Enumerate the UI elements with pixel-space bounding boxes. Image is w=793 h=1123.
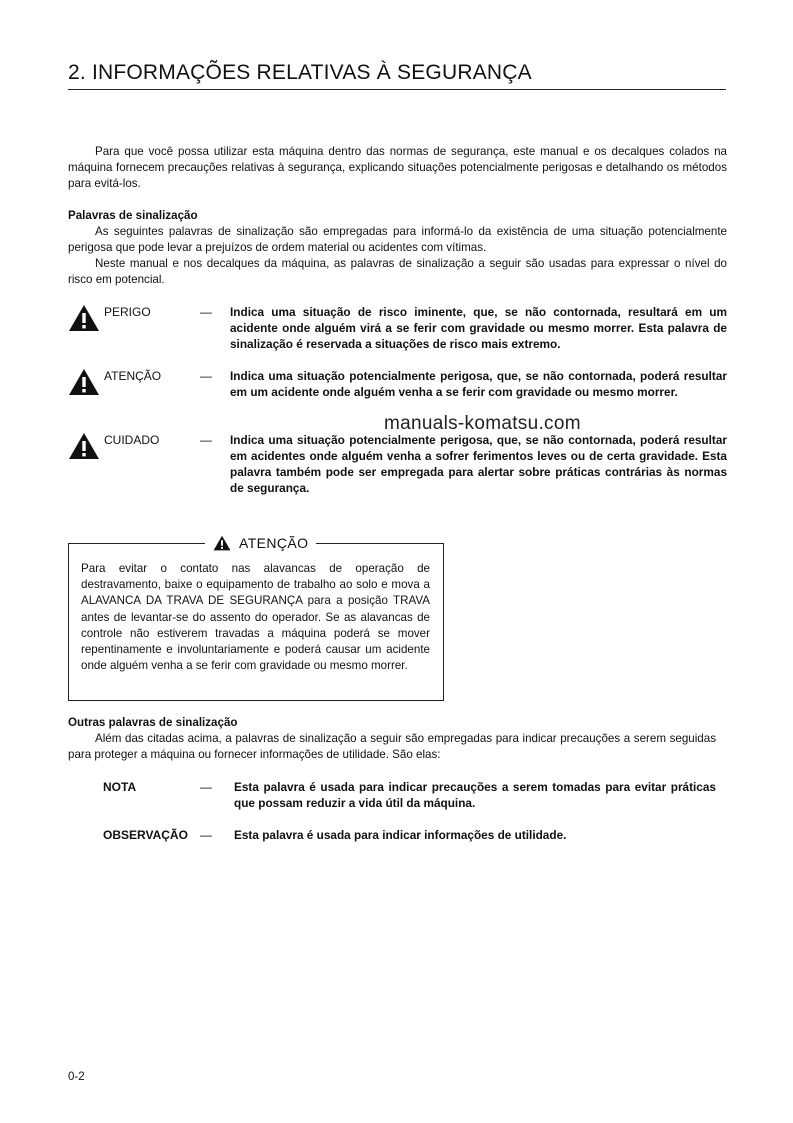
note-label: NOTA bbox=[103, 780, 137, 794]
caution-box-text: Para evitar o contato nas alavancas de operação de destravamento, baixe o equipamento de trabalho ao solo e mova a ALAVANCA DA TRAVA DE SEGURANÇA para a posição TRAVA antes de levantar-se do assento do operador. Se as alavancas de controle não estiverem travadas a máquina poderá se mover repentinamente e involuntariamente e poderá causar um acidente onde alguém venha a se ferir com gravidade ou mesmo morrer. bbox=[81, 562, 430, 673]
other-signal-words-heading: Outras palavras de sinalização bbox=[68, 716, 238, 729]
signal-description-perigo: Indica uma situação de risco iminente, que, se não contornada, resultará em um acidente onde alguém virá a se ferir com gravidade ou mesmo morrer. Esta palavra de sinalização é reservada a situações de risco mais extremo. bbox=[230, 305, 727, 351]
caution-box bbox=[68, 535, 444, 701]
signal-label-perigo: PERIGO bbox=[104, 305, 151, 319]
caution-box-header bbox=[205, 532, 316, 554]
warning-triangle-icon bbox=[68, 368, 100, 396]
warning-triangle-icon bbox=[68, 304, 100, 332]
intro-paragraph: Para que você possa utilizar esta máquina dentro das normas de segurança, este manual e os decalques colados na máquina fornecem precauções relativas à segurança, explicando situações potencialmente perigosas e detalhando os métodos para evitá-los. bbox=[68, 145, 727, 190]
note-description: Esta palavra é usada para indicar precauções a serem tomadas para evitar práticas que possam reduzir a vida útil da máquina. bbox=[234, 780, 716, 810]
warning-triangle-icon bbox=[213, 535, 231, 551]
caution-box-title: ATENÇÃO bbox=[239, 535, 309, 551]
other-signal-words-paragraph: Além das citadas acima, a palavras de sinalização a seguir são empregadas para indicar precauções a serem seguidas para proteger a máquina ou fornecer informações de utilidade. São elas: bbox=[68, 732, 716, 761]
watermark-text: manuals-komatsu.com bbox=[384, 413, 581, 434]
signal-words-heading: Palavras de sinalização bbox=[68, 209, 198, 222]
note-dash: — bbox=[200, 780, 212, 794]
signal-description-atencao: Indica uma situação potencialmente perigosa, que, se não contornada, poderá resultar em um acidente onde alguém venha a se ferir com gravidade ou mesmo morrer. bbox=[230, 369, 727, 399]
signal-dash: — bbox=[200, 433, 212, 447]
signal-description-cuidado: Indica uma situação potencialmente perigosa, que, se não contornada, poderá resultar em acidentes onde alguém venha a sofrer ferimentos leves ou de certa gravidade. Esta palavra também pode ser empregada para alertar sobre práticas contrárias às normas de segurança. bbox=[230, 433, 727, 495]
observacao-label: OBSERVAÇÃO bbox=[103, 828, 188, 842]
signal-dash: — bbox=[200, 305, 212, 319]
signal-row-perigo bbox=[68, 304, 727, 356]
signal-label-cuidado: CUIDADO bbox=[104, 433, 160, 447]
observacao-dash: — bbox=[200, 828, 212, 842]
page-number: 0-2 bbox=[68, 1071, 85, 1083]
observacao-description: Esta palavra é usada para indicar informações de utilidade. bbox=[234, 828, 567, 842]
signal-dash: — bbox=[200, 369, 212, 383]
signal-words-paragraph-1: As seguintes palavras de sinalização são empregadas para informá-lo da existência de uma situação potencialmente perigosa que pode levar a prejuízos de ordem material ou acidentes com vítimas. bbox=[68, 225, 727, 254]
warning-triangle-icon bbox=[68, 432, 100, 460]
page-title: 2. INFORMAÇÕES RELATIVAS À SEGURANÇA bbox=[68, 58, 726, 90]
signal-label-atencao: ATENÇÃO bbox=[104, 369, 162, 383]
signal-row-cuidado bbox=[68, 432, 727, 500]
signal-words-paragraph-2: Neste manual e nos decalques da máquina, as palavras de sinalização a seguir são usadas para expressar o nível do risco em potencial. bbox=[68, 257, 727, 286]
